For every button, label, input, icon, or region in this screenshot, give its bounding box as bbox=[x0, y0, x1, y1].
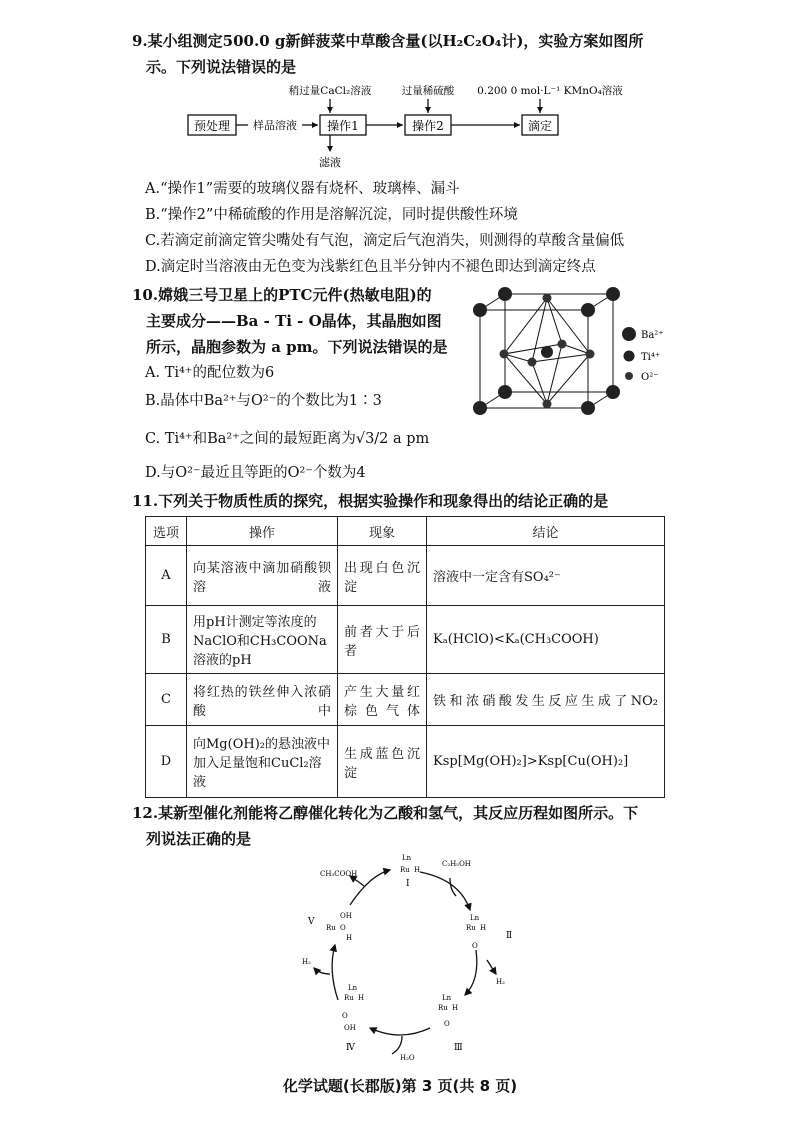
row-c-option: C bbox=[146, 674, 187, 726]
row-a-operation: 向某溶液中滴加硝酸钡溶液 bbox=[187, 546, 338, 606]
q12-stem-line1: 某新型催化剂能将乙醇催化转化为乙酸和氢气，其反应历程如图所示。下 bbox=[158, 804, 639, 822]
ru-4: Ru bbox=[344, 994, 354, 1002]
q12-stem bbox=[132, 800, 638, 852]
label-roman-3: Ⅲ bbox=[454, 1043, 463, 1053]
flow-label-titrate: 滴定 bbox=[527, 119, 553, 133]
row-d-option: D bbox=[146, 726, 187, 798]
header-option: 选项 bbox=[146, 517, 187, 546]
label-roman-5: Ⅴ bbox=[308, 917, 315, 927]
row-c-conclusion: 铁和浓硝酸发生反应生成了NO₂ bbox=[427, 674, 665, 726]
header-phenomenon: 现象 bbox=[338, 517, 427, 546]
q11-table bbox=[145, 516, 665, 798]
h-2: H bbox=[480, 924, 487, 932]
q9-option-a: A.“操作1”需要的玻璃仪器有烧杯、玻璃棒、漏斗 bbox=[145, 181, 460, 197]
o-5: O bbox=[340, 924, 346, 932]
label-roman-4: Ⅳ bbox=[346, 1043, 355, 1053]
q9-number: 9. bbox=[132, 32, 148, 50]
ru-1: Ru bbox=[400, 866, 410, 874]
ti-ion bbox=[541, 346, 553, 358]
ln-3: Ln bbox=[442, 994, 452, 1002]
species-ch3cooh: CH₃COOH bbox=[320, 870, 358, 878]
q9-option-d: D.滴定时当溶液由无色变为浅紫红色且半分钟内不褪色即达到滴定终点 bbox=[145, 259, 596, 275]
row-b-phenomenon: 前者大于后者 bbox=[338, 606, 427, 674]
ru-3: Ru bbox=[438, 1004, 448, 1012]
row-b-option: B bbox=[146, 606, 187, 674]
ru-2: Ru bbox=[466, 924, 476, 932]
flow-reagent-cacl2: 稍过量CaCl₂溶液 bbox=[288, 85, 372, 97]
q9-option-c: C.若滴定前滴定管尖嘴处有气泡，滴定后气泡消失，则测得的草酸含量偏低 bbox=[145, 233, 625, 249]
row-d-conclusion: Ksp[Mg(OH)₂]>Ksp[Cu(OH)₂] bbox=[427, 726, 665, 798]
q9-stem-line2: 示。下列说法错误的是 bbox=[146, 58, 297, 76]
q9-stem-line1: 某小组测定500.0 g新鲜菠菜中草酸含量(以H₂C₂O₄计)，实验方案如图所 bbox=[147, 32, 644, 50]
table-row bbox=[146, 674, 665, 726]
flow-label-sample: 样品溶液 bbox=[253, 119, 297, 132]
q12-reaction-cycle bbox=[290, 850, 530, 1060]
q9-stem bbox=[132, 28, 643, 80]
row-b-conclusion: Kₐ(HClO)<Kₐ(CH₃COOH) bbox=[427, 606, 665, 674]
q10-option-d: D.与O²⁻最近且等距的O²⁻个数为4 bbox=[145, 465, 366, 481]
table-row bbox=[146, 546, 665, 606]
species-c2h5oh: C₂H₅OH bbox=[442, 860, 471, 868]
q12-number: 12. bbox=[132, 804, 159, 822]
flow-reagent-h2so4: 过量稀硫酸 bbox=[401, 85, 455, 97]
q10-number: 10. bbox=[132, 286, 159, 304]
row-d-operation: 向Mg(OH)₂的悬浊液中加入足量饱和CuCl₂溶液 bbox=[187, 726, 338, 798]
row-a-phenomenon: 出现白色沉淀 bbox=[338, 546, 427, 606]
label-roman-2: Ⅱ bbox=[506, 931, 513, 941]
q10-option-a: A. Ti⁴⁺的配位数为6 bbox=[145, 365, 275, 381]
table-header-row bbox=[146, 517, 665, 546]
o-4: O bbox=[342, 1012, 348, 1020]
flow-label-op2: 操作2 bbox=[412, 119, 444, 133]
ln-4: Ln bbox=[348, 984, 358, 992]
h-3: H bbox=[452, 1004, 459, 1012]
q10-option-b: B.晶体中Ba²⁺与O²⁻的个数比为1∶3 bbox=[145, 393, 382, 409]
flow-label-pretreat: 预处理 bbox=[193, 119, 231, 133]
o-2: O bbox=[472, 942, 478, 950]
flow-label-filtrate: 滤液 bbox=[319, 156, 341, 169]
legend-ti: Ti⁴⁺ bbox=[641, 352, 661, 363]
row-d-phenomenon: 生成蓝色沉淀 bbox=[338, 726, 427, 798]
q11-stem bbox=[132, 488, 608, 514]
q10-crystal-cell bbox=[462, 282, 677, 422]
q9-flowchart bbox=[180, 82, 650, 172]
q10-stem-line2: 主要成分——Ba - Ti - O晶体，其晶胞如图 bbox=[146, 312, 442, 330]
flow-label-op1: 操作1 bbox=[327, 119, 359, 133]
q10-option-c: C. Ti⁴⁺和Ba²⁺之间的最短距离为√3/2 a pm bbox=[145, 431, 430, 447]
ln-1: Ln bbox=[402, 854, 412, 862]
q12-stem-line2: 列说法正确的是 bbox=[146, 830, 252, 848]
row-c-phenomenon: 产生大量红棕色气体 bbox=[338, 674, 427, 726]
label-roman-1: Ⅰ bbox=[406, 879, 410, 889]
species-h2-right: H₂ bbox=[496, 978, 505, 986]
q10-stem bbox=[132, 282, 448, 360]
oh-4: OH bbox=[344, 1024, 356, 1032]
ln-2: Ln bbox=[470, 914, 480, 922]
header-conclusion: 结论 bbox=[427, 517, 665, 546]
page-footer: 化学试题(长郡版)第 3 页(共 8 页) bbox=[282, 1077, 518, 1095]
q11-number: 11. bbox=[132, 492, 159, 510]
h-5: H bbox=[346, 934, 353, 942]
flow-reagent-kmno4: 0.200 0 mol·L⁻¹ KMnO₄溶液 bbox=[477, 85, 623, 97]
ru-5: Ru bbox=[326, 924, 336, 932]
table-row bbox=[146, 726, 665, 798]
row-a-conclusion: 溶液中一定含有SO₄²⁻ bbox=[427, 546, 665, 606]
species-h2-left: H₂ bbox=[302, 958, 311, 966]
legend-o: O²⁻ bbox=[641, 372, 659, 383]
o-3: O bbox=[444, 1020, 450, 1028]
species-h2o: H₂O bbox=[400, 1054, 415, 1060]
row-c-operation: 将红热的铁丝伸入浓硝酸中 bbox=[187, 674, 338, 726]
q11-stem-text: 下列关于物质性质的探究，根据实验操作和现象得出的结论正确的是 bbox=[158, 492, 609, 510]
q10-stem-line1: 嫦娥三号卫星上的PTC元件(热敏电阻)的 bbox=[158, 286, 432, 304]
h-4: H bbox=[358, 994, 365, 1002]
row-b-operation: 用pH计测定等浓度的NaClO和CH₃COONa溶液的pH bbox=[187, 606, 338, 674]
legend-ba: Ba²⁺ bbox=[641, 330, 664, 341]
header-operation: 操作 bbox=[187, 517, 338, 546]
q10-stem-line3: 所示，晶胞参数为 a pm。下列说法错误的是 bbox=[146, 338, 448, 356]
oh-5: OH bbox=[340, 912, 352, 920]
table-row bbox=[146, 606, 665, 674]
row-a-option: A bbox=[146, 546, 187, 606]
h-1: H bbox=[414, 866, 421, 874]
q9-option-b: B.“操作2”中稀硫酸的作用是溶解沉淀，同时提供酸性环境 bbox=[145, 207, 518, 223]
